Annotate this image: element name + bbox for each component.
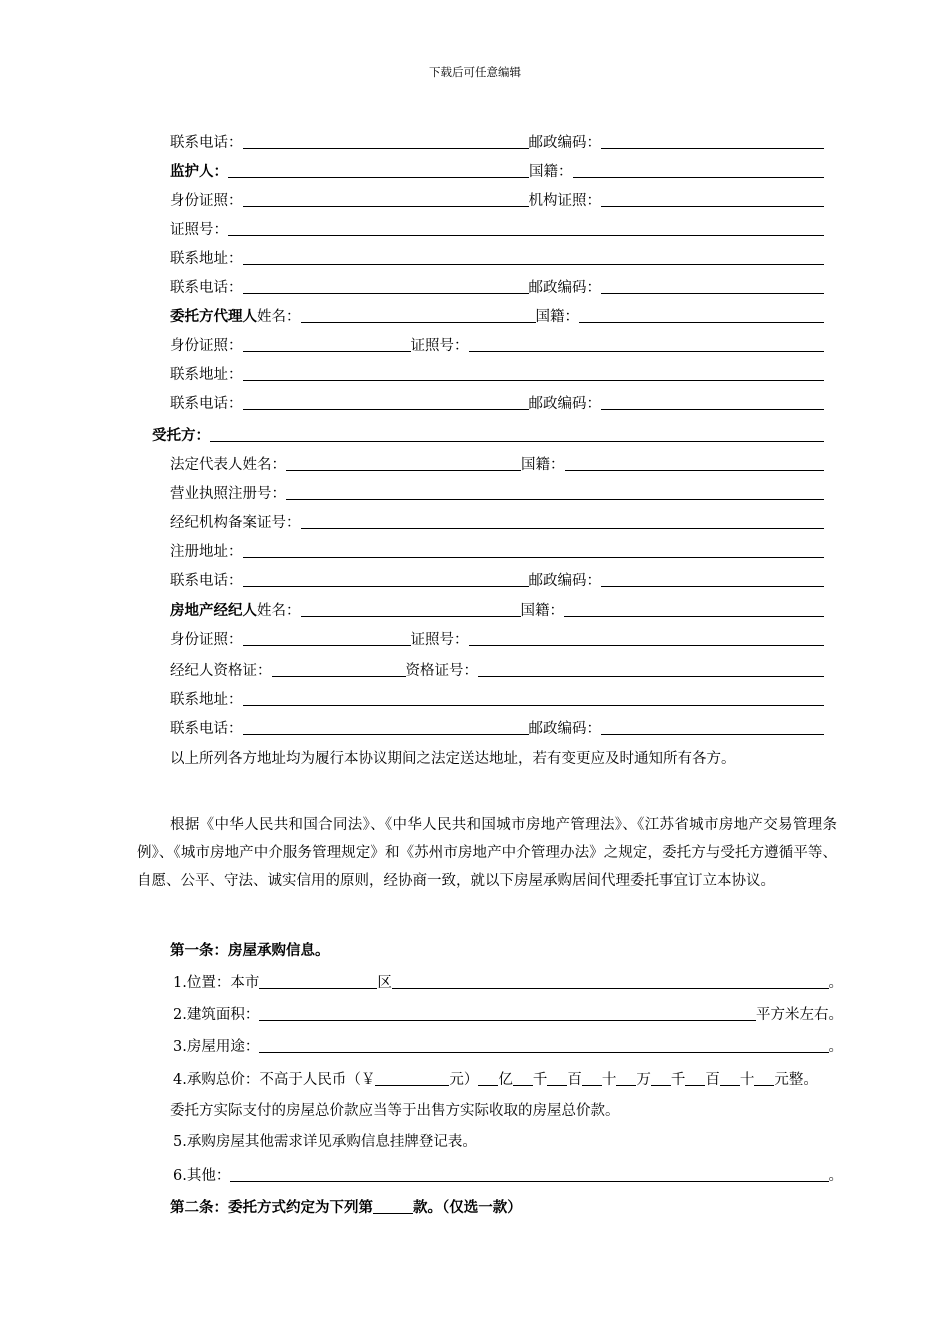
- org-cert-blank[interactable]: [601, 190, 824, 207]
- digit-blank[interactable]: [547, 1069, 567, 1086]
- digit-blank[interactable]: [478, 1069, 498, 1086]
- broker-name-blank[interactable]: [301, 600, 521, 617]
- trustee-name-blank[interactable]: [210, 425, 824, 442]
- item-other-needs: 5.承购房屋其他需求详见承购信息挂牌登记表。: [173, 1134, 477, 1150]
- field-label: 邮政编码：: [528, 280, 601, 296]
- article-1-title: 第一条：房屋承购信息。: [170, 942, 330, 959]
- article-2-text: 第二条：委托方式约定为下列第: [170, 1199, 373, 1216]
- address-notice: 以上所列各方地址均为履行本协议期间之法定送达地址，若有变更应及时通知所有各方。: [170, 751, 736, 767]
- qualification-number-blank[interactable]: [478, 660, 824, 677]
- digit-blank[interactable]: [616, 1069, 636, 1086]
- period: 。: [828, 975, 843, 991]
- city-blank[interactable]: [259, 972, 377, 989]
- nationality-blank[interactable]: [565, 454, 825, 471]
- period: 。: [828, 1168, 843, 1184]
- field-label: 经纪人资格证：: [170, 663, 272, 679]
- field-label: 经纪机构备案证号：: [170, 515, 301, 531]
- field-label: 邮政编码：: [528, 396, 601, 412]
- location-label: 1.位置：本市: [173, 975, 260, 991]
- field-label: 证照号：: [410, 338, 469, 354]
- form-row: [170, 304, 824, 326]
- page-header: 下载后可任意编辑: [429, 65, 521, 79]
- legal-rep-name-blank[interactable]: [286, 454, 521, 471]
- postcode-blank[interactable]: [601, 570, 824, 587]
- form-row: [170, 627, 824, 649]
- agent-name-blank[interactable]: [301, 306, 536, 323]
- field-label: 国籍：: [521, 457, 565, 473]
- registered-address-blank[interactable]: [243, 541, 825, 558]
- digit-blank[interactable]: [685, 1069, 705, 1086]
- price-label: 4.承购总价：不高于人民币（￥: [173, 1072, 376, 1088]
- nationality-blank[interactable]: [579, 306, 824, 323]
- unit-label: 千: [532, 1072, 548, 1088]
- unit-label: 十: [739, 1072, 755, 1088]
- cert-number-blank[interactable]: [469, 335, 825, 352]
- form-row: [170, 481, 824, 503]
- field-label: 国籍：: [529, 164, 573, 180]
- field-label: 营业执照注册号：: [170, 486, 286, 502]
- digit-blank[interactable]: [651, 1069, 671, 1086]
- usage-blank[interactable]: [259, 1036, 828, 1053]
- digit-blank[interactable]: [720, 1069, 740, 1086]
- phone-blank[interactable]: [243, 132, 529, 149]
- field-label: 资格证号：: [405, 663, 478, 679]
- form-row: [170, 159, 824, 181]
- guardian-name-blank[interactable]: [228, 161, 529, 178]
- field-label: 国籍：: [535, 309, 579, 325]
- unit-label: 元整。: [774, 1072, 818, 1088]
- field-label: 联系电话：: [170, 573, 243, 589]
- period: 。: [828, 1039, 843, 1055]
- form-row: [170, 217, 824, 239]
- form-row: [170, 568, 824, 590]
- field-label: 邮政编码：: [528, 721, 601, 737]
- form-row: [170, 598, 824, 620]
- intro-paragraph: 根据《中华人民共和国合同法》、《中华人民共和国城市房地产管理法》、《江苏省城市房地产交易管理条例》、《城市房地产中介服务管理规定》和《苏州市房地产中介管理办法》之规定，委托方与受托方遵循平等、自愿、公平、守法、诚实信用的原则，经协商一致，就以下房屋承购居间代理委托事宜订立本协议。: [137, 817, 837, 889]
- id-blank[interactable]: [243, 629, 411, 646]
- form-row: [170, 188, 824, 210]
- article-2-title: [170, 1195, 670, 1217]
- field-label: 注册地址：: [170, 544, 243, 560]
- postcode-blank[interactable]: [601, 132, 824, 149]
- form-row: [170, 333, 824, 355]
- field-label: 邮政编码：: [528, 573, 601, 589]
- digit-blank[interactable]: [513, 1069, 533, 1086]
- area-unit: 平方米左右。: [756, 1007, 843, 1023]
- license-number-blank[interactable]: [286, 483, 824, 500]
- article-2-text-end: 款。（仅选一款）: [413, 1199, 522, 1216]
- price-note: 委托方实际支付的房屋总价款应当等于出售方实际收取的房屋总价款。: [170, 1103, 620, 1119]
- unit-label: 万: [636, 1072, 651, 1088]
- item-price: [173, 1067, 853, 1089]
- phone-blank[interactable]: [243, 277, 529, 294]
- field-label: 身份证照：: [170, 338, 243, 354]
- form-row: [170, 275, 824, 297]
- address-blank[interactable]: [243, 689, 825, 706]
- guardian-label: 监护人：: [170, 163, 228, 180]
- field-label: 联系电话：: [170, 721, 243, 737]
- phone-blank[interactable]: [243, 393, 529, 410]
- postcode-blank[interactable]: [601, 393, 824, 410]
- field-label: 姓名：: [257, 603, 301, 619]
- unit-label: 百: [705, 1072, 720, 1088]
- address-blank[interactable]: [243, 364, 825, 381]
- field-label: 联系地址：: [170, 251, 243, 267]
- unit-label: 百: [567, 1072, 582, 1088]
- form-row: [170, 510, 824, 532]
- id-blank[interactable]: [243, 190, 529, 207]
- digit-blank[interactable]: [754, 1069, 774, 1086]
- cert-number-blank[interactable]: [469, 629, 825, 646]
- item-usage: [173, 1034, 843, 1056]
- nationality-blank[interactable]: [573, 161, 825, 178]
- field-label: 联系地址：: [170, 692, 243, 708]
- usage-label: 3.房屋用途：: [173, 1039, 260, 1055]
- form-row: [152, 423, 824, 445]
- field-label: 证照号：: [170, 222, 228, 238]
- unit-label: 千: [670, 1072, 686, 1088]
- form-row: [170, 716, 824, 738]
- field-label: 姓名：: [257, 309, 301, 325]
- other-blank[interactable]: [230, 1165, 828, 1182]
- district-blank[interactable]: [392, 972, 829, 989]
- postcode-blank[interactable]: [601, 277, 824, 294]
- unit-label: 亿: [498, 1072, 513, 1088]
- field-label: 法定代表人姓名：: [170, 457, 286, 473]
- item-location: [173, 970, 843, 992]
- field-label: 联系电话：: [170, 135, 243, 151]
- item-area: [173, 1002, 843, 1024]
- field-label: 联系地址：: [170, 367, 243, 383]
- phone-blank[interactable]: [243, 718, 529, 735]
- agency-record-blank[interactable]: [301, 512, 825, 529]
- price-amount-blank[interactable]: [375, 1069, 449, 1086]
- id-blank[interactable]: [243, 335, 411, 352]
- field-label: 身份证照：: [170, 632, 243, 648]
- field-label: 身份证照：: [170, 193, 243, 209]
- postcode-blank[interactable]: [601, 718, 824, 735]
- district-label: 区: [377, 975, 392, 991]
- field-label: 证照号：: [410, 632, 469, 648]
- principal-agent-label: 委托方代理人: [170, 308, 257, 325]
- form-row: [170, 658, 824, 680]
- form-row: [170, 130, 824, 152]
- field-label: 国籍：: [520, 603, 564, 619]
- field-label: 邮政编码：: [528, 135, 601, 151]
- yuan-label: 元）: [449, 1072, 479, 1088]
- field-label: 联系电话：: [170, 280, 243, 296]
- digit-blank[interactable]: [582, 1069, 602, 1086]
- phone-blank[interactable]: [243, 570, 529, 587]
- address-blank[interactable]: [243, 248, 825, 265]
- cert-number-blank[interactable]: [228, 219, 824, 236]
- other-label: 6.其他：: [173, 1168, 231, 1184]
- form-row: [170, 391, 824, 413]
- area-label: 2.建筑面积：: [173, 1007, 260, 1023]
- form-row: [170, 246, 824, 268]
- field-label: 联系电话：: [170, 396, 243, 412]
- trustee-label: 受托方：: [152, 427, 210, 444]
- nationality-blank[interactable]: [564, 600, 824, 617]
- item-other: [173, 1163, 843, 1185]
- broker-label: 房地产经纪人: [170, 602, 257, 619]
- option-number-blank[interactable]: [373, 1197, 413, 1214]
- form-row: [170, 539, 824, 561]
- qualification-cert-blank[interactable]: [272, 660, 406, 677]
- form-row: [170, 452, 824, 474]
- unit-label: 十: [601, 1072, 617, 1088]
- area-blank[interactable]: [259, 1004, 756, 1021]
- form-row: [170, 362, 824, 384]
- form-row: [170, 687, 824, 709]
- field-label: 机构证照：: [528, 193, 601, 209]
